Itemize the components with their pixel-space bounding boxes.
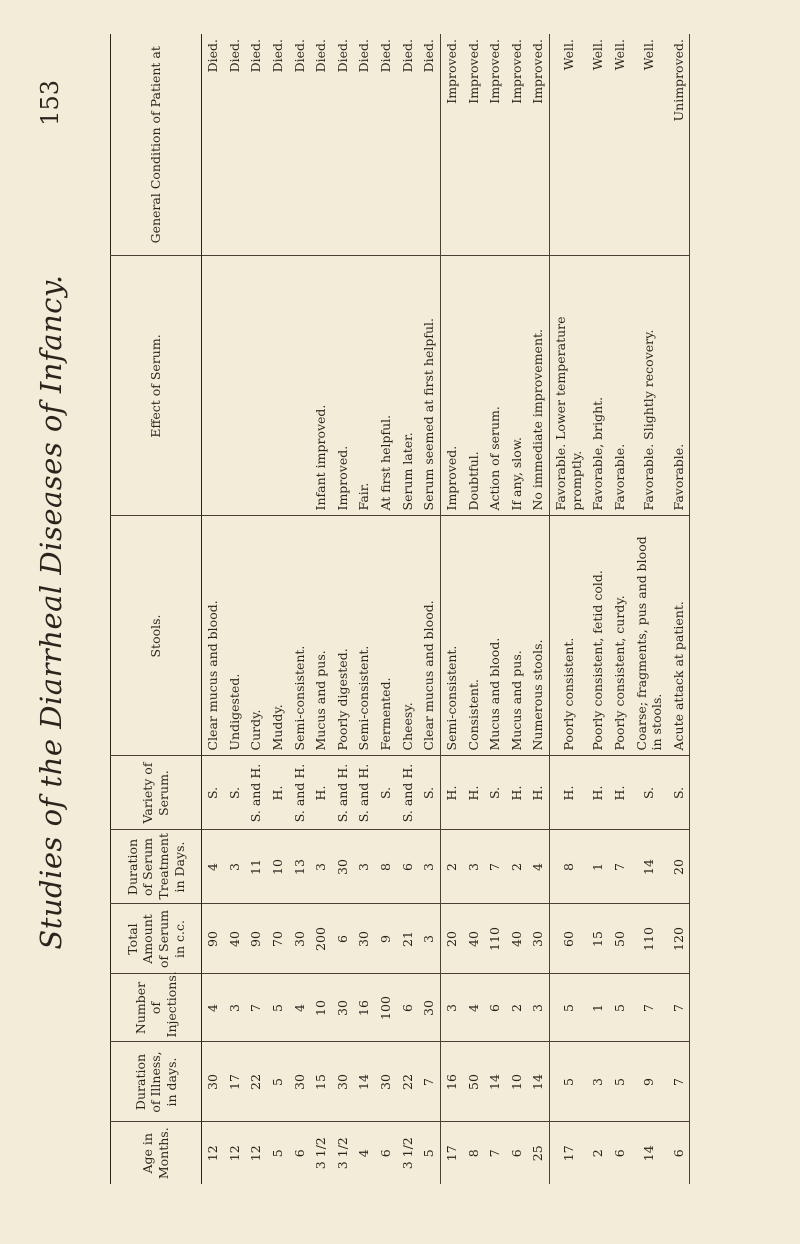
cell-serum-days: 8: [550, 830, 588, 904]
cell-condition: Died.: [245, 34, 267, 256]
cell-serum-effect: Improved.: [440, 256, 462, 516]
cell-stools: Fermented.: [375, 516, 397, 756]
header-duration: Duration of Illness, in days.: [111, 1042, 202, 1122]
cell-age: 25: [527, 1122, 549, 1184]
cell-condition: Died.: [397, 34, 419, 256]
cell-duration: 14: [484, 1042, 506, 1122]
cell-age: 5: [269, 1149, 285, 1158]
cell-condition: Improved.: [527, 34, 549, 256]
cell-serum-days: 7: [609, 830, 631, 904]
cell-condition: Well.: [587, 34, 609, 256]
cell-stools: Poorly consistent, curdy.: [609, 516, 631, 756]
cell-serum-effect: [224, 256, 246, 516]
cell-total-amount: 110: [631, 904, 668, 974]
cell-duration: 22: [245, 1042, 267, 1122]
table-row: [609, 34, 631, 1184]
cell-total-amount: 30: [353, 904, 375, 974]
cell-variety: S.: [202, 756, 224, 830]
cell-serum-days: 3: [310, 830, 332, 904]
cell-age: 6: [508, 1149, 524, 1158]
cell-stools: Mucus and pus.: [506, 516, 528, 756]
cell-injections: 6: [397, 974, 419, 1042]
cell-stools: Poorly consistent.: [550, 516, 588, 756]
table-row: [587, 34, 609, 1184]
header-stools: Stools.: [111, 516, 202, 756]
cell-stools: Semi-consistent.: [440, 516, 462, 756]
cell-serum-days: 2: [506, 830, 528, 904]
cell-total-amount: 40: [463, 904, 485, 974]
cell-age: 6: [668, 1122, 690, 1184]
table-row: [245, 34, 267, 1184]
cell-injections: 7: [631, 974, 668, 1042]
cell-variety: S.: [484, 756, 506, 830]
cell-age: 4: [356, 1149, 372, 1158]
table-row: [202, 34, 224, 1184]
cell-injections: 3: [527, 974, 549, 1042]
header-variety: Variety of Serum.: [111, 756, 202, 830]
cell-duration: 3: [587, 1042, 609, 1122]
cell-variety: H.: [550, 756, 588, 830]
cell-serum-effect: Fair.: [353, 256, 375, 516]
cell-injections: 30: [418, 974, 440, 1042]
cell-age: 17: [560, 1145, 576, 1162]
cell-duration: 7: [668, 1042, 690, 1122]
cell-age: 6: [611, 1149, 627, 1158]
cell-serum-days: 2: [440, 830, 462, 904]
cell-stools: Cheesy.: [397, 516, 419, 756]
cell-variety: S. and H.: [245, 756, 267, 830]
cell-serum-effect: Serum later.: [397, 256, 419, 516]
cell-serum-effect: [202, 256, 224, 516]
cell-condition: Unimproved.: [668, 34, 690, 256]
cell-total-amount: 90: [245, 904, 267, 974]
cell-condition: Died.: [289, 34, 311, 256]
table-row: [527, 34, 549, 1184]
cell-age: 3 1/2: [399, 1137, 415, 1170]
cell-total-amount: 3: [418, 904, 440, 974]
case-table-container: [110, 34, 750, 1184]
cell-condition: Improved.: [440, 34, 462, 256]
table-row: [310, 34, 332, 1184]
cell-variety: H.: [527, 756, 549, 830]
cell-serum-days: 10: [267, 830, 289, 904]
cell-total-amount: 30: [527, 904, 549, 974]
cell-condition: Improved.: [506, 34, 528, 256]
table-row: [484, 34, 506, 1184]
cell-serum-days: 1: [587, 830, 609, 904]
cell-stools: Numerous stools.: [527, 516, 549, 756]
header-serum-duration: Duration of Serum Treatment in Days.: [111, 830, 202, 904]
cell-age: 6: [291, 1149, 307, 1158]
cell-serum-effect: Favorable. Slightly recovery.: [631, 256, 668, 516]
cell-injections: 16: [353, 974, 375, 1042]
cell-total-amount: 20: [440, 904, 462, 974]
cell-variety: H.: [267, 756, 289, 830]
cell-variety: S.: [631, 756, 668, 830]
cell-duration: 22: [397, 1042, 419, 1122]
cell-serum-days: 8: [375, 830, 397, 904]
cell-injections: 30: [332, 974, 354, 1042]
cell-serum-effect: If any, slow.: [506, 256, 528, 516]
cell-condition: Died.: [267, 34, 289, 256]
cell-variety: S. and H.: [289, 756, 311, 830]
cell-stools: Undigested.: [224, 516, 246, 756]
cell-injections: 100: [375, 974, 397, 1042]
cell-duration: 14: [527, 1042, 549, 1122]
cell-variety: H.: [506, 756, 528, 830]
cell-serum-days: 13: [289, 830, 311, 904]
cell-duration: 7: [418, 1042, 440, 1122]
cell-duration: 9: [631, 1042, 668, 1122]
table-row: [550, 34, 588, 1184]
cell-serum-days: 3: [353, 830, 375, 904]
cell-injections: 5: [550, 974, 588, 1042]
cell-serum-effect: Favorable.: [668, 256, 690, 516]
cell-total-amount: 30: [289, 904, 311, 974]
cell-variety: S.: [375, 756, 397, 830]
cell-serum-effect: Favorable, bright.: [587, 256, 609, 516]
cell-duration: 30: [332, 1042, 354, 1122]
cell-total-amount: 60: [550, 904, 588, 974]
cell-injections: 5: [609, 974, 631, 1042]
table-row: [463, 34, 485, 1184]
cell-injections: 4: [463, 974, 485, 1042]
cell-serum-effect: At first helpful.: [375, 256, 397, 516]
cell-variety: S. and H.: [332, 756, 354, 830]
table-row: [289, 34, 311, 1184]
cell-injections: 2: [506, 974, 528, 1042]
cell-serum-effect: Improved.: [332, 256, 354, 516]
cell-variety: S. and H.: [397, 756, 419, 830]
case-table: [110, 34, 690, 1184]
cell-serum-effect: Serum seemed at first helpful.: [418, 256, 440, 516]
cell-variety: S.: [418, 756, 440, 830]
cell-stools: Semi-consistent.: [353, 516, 375, 756]
cell-serum-effect: Action of serum.: [484, 256, 506, 516]
cell-variety: S. and H.: [353, 756, 375, 830]
cell-serum-days: 14: [631, 830, 668, 904]
cell-condition: Died.: [310, 34, 332, 256]
header-injections: Number of Injections.: [111, 974, 202, 1042]
cell-total-amount: 50: [609, 904, 631, 974]
cell-age: 5: [418, 1122, 440, 1184]
cell-duration: 15: [310, 1042, 332, 1122]
table-row: [267, 34, 289, 1184]
cell-total-amount: 40: [224, 904, 246, 974]
cell-injections: 4: [202, 974, 224, 1042]
cell-serum-days: 3: [418, 830, 440, 904]
cell-condition: Died.: [375, 34, 397, 256]
cell-age: 14: [641, 1145, 657, 1162]
cell-stools: Clear mucus and blood.: [418, 516, 440, 756]
table-row: [375, 34, 397, 1184]
cell-total-amount: 120: [668, 904, 690, 974]
cell-age: 17: [443, 1145, 459, 1162]
cell-stools: Coarse; fragments, pus and blood in stools.: [631, 516, 668, 756]
running-title: Studies of the Diarrheal Diseases of Infancy.: [34, 274, 68, 950]
running-head: [26, 40, 76, 1184]
cell-serum-days: 7: [484, 830, 506, 904]
cell-stools: Curdy.: [245, 516, 267, 756]
cell-duration: 30: [375, 1042, 397, 1122]
cell-total-amount: 110: [484, 904, 506, 974]
cell-duration: 5: [550, 1042, 588, 1122]
cell-stools: Mucus and pus.: [310, 516, 332, 756]
cell-total-amount: 15: [587, 904, 609, 974]
cell-duration: 5: [609, 1042, 631, 1122]
cell-age: 3 1/2: [313, 1137, 329, 1170]
cell-duration: 10: [506, 1042, 528, 1122]
cell-injections: 7: [245, 974, 267, 1042]
table-header-row: [111, 34, 202, 1184]
table-row: [440, 34, 462, 1184]
cell-serum-days: 4: [202, 830, 224, 904]
cell-condition: Improved.: [484, 34, 506, 256]
cell-age: 3 1/2: [334, 1137, 350, 1170]
header-total-amount: Total Amount of Serum in c.c.: [111, 904, 202, 974]
cell-duration: 50: [463, 1042, 485, 1122]
cell-stools: Semi-consistent.: [289, 516, 311, 756]
cell-duration: 14: [353, 1042, 375, 1122]
cell-total-amount: 9: [375, 904, 397, 974]
cell-condition: Died.: [332, 34, 354, 256]
page-number: 153: [36, 80, 64, 126]
cell-stools: Poorly consistent, fetid cold.: [587, 516, 609, 756]
table-row: [353, 34, 375, 1184]
cell-serum-days: 3: [463, 830, 485, 904]
cell-variety: S.: [668, 756, 690, 830]
table-row: [631, 34, 668, 1184]
cell-stools: Mucus and blood.: [484, 516, 506, 756]
cell-serum-days: 20: [668, 830, 690, 904]
cell-condition: Died.: [418, 34, 440, 256]
cell-duration: 17: [224, 1042, 246, 1122]
cell-condition: Died.: [224, 34, 246, 256]
cell-serum-effect: Favorable. Lower temperature promptly.: [550, 256, 588, 516]
cell-duration: 16: [440, 1042, 462, 1122]
cell-total-amount: 70: [267, 904, 289, 974]
cell-condition: Well.: [550, 34, 588, 256]
table-row: [668, 34, 690, 1184]
cell-variety: H.: [609, 756, 631, 830]
cell-injections: 4: [289, 974, 311, 1042]
cell-age: 12: [248, 1145, 264, 1162]
cell-serum-effect: Infant improved.: [310, 256, 332, 516]
table-row: [224, 34, 246, 1184]
cell-serum-days: 3: [224, 830, 246, 904]
cell-stools: Consistent.: [463, 516, 485, 756]
cell-duration: 5: [267, 1042, 289, 1122]
cell-variety: H.: [440, 756, 462, 830]
cell-age: 7: [487, 1149, 503, 1158]
cell-stools: Acute attack at patient.: [668, 516, 690, 756]
cell-injections: 3: [224, 974, 246, 1042]
cell-serum-effect: [289, 256, 311, 516]
cell-age: 12: [226, 1145, 242, 1162]
cell-serum-days: 4: [527, 830, 549, 904]
cell-total-amount: 21: [397, 904, 419, 974]
cell-serum-effect: [245, 256, 267, 516]
cell-stools: Poorly digested.: [332, 516, 354, 756]
table-row: [397, 34, 419, 1184]
cell-age: 2: [590, 1149, 606, 1158]
cell-serum-days: 30: [332, 830, 354, 904]
cell-injections: 7: [668, 974, 690, 1042]
cell-total-amount: 90: [202, 904, 224, 974]
cell-total-amount: 40: [506, 904, 528, 974]
cell-variety: S.: [224, 756, 246, 830]
cell-serum-days: 6: [397, 830, 419, 904]
cell-total-amount: 200: [310, 904, 332, 974]
header-serum-effect: Effect of Serum.: [111, 256, 202, 516]
cell-duration: 30: [289, 1042, 311, 1122]
cell-condition: Died.: [202, 34, 224, 256]
cell-age: 8: [465, 1149, 481, 1158]
cell-variety: H.: [310, 756, 332, 830]
cell-injections: 10: [310, 974, 332, 1042]
table-row: [418, 34, 440, 1184]
cell-serum-effect: Favorable.: [609, 256, 631, 516]
cell-duration: 30: [202, 1042, 224, 1122]
cell-condition: Died.: [353, 34, 375, 256]
cell-serum-effect: No immediate improvement.: [527, 256, 549, 516]
cell-age: 6: [378, 1149, 393, 1158]
cell-stools: Clear mucus and blood.: [202, 516, 224, 756]
cell-variety: H.: [463, 756, 485, 830]
cell-stools: Muddy.: [267, 516, 289, 756]
table-body: [202, 34, 690, 1184]
cell-condition: Well.: [609, 34, 631, 256]
cell-serum-effect: [267, 256, 289, 516]
cell-age: 12: [205, 1145, 220, 1162]
table-row: [506, 34, 528, 1184]
cell-serum-days: 11: [245, 830, 267, 904]
cell-total-amount: 6: [332, 904, 354, 974]
cell-condition: Well.: [631, 34, 668, 256]
cell-injections: 6: [484, 974, 506, 1042]
cell-injections: 1: [587, 974, 609, 1042]
cell-condition: Improved.: [463, 34, 485, 256]
table-row: [332, 34, 354, 1184]
header-age: Age in Months.: [111, 1122, 202, 1184]
header-condition: General Condition of Patient at: [111, 34, 202, 256]
cell-serum-effect: Doubtful.: [463, 256, 485, 516]
cell-variety: H.: [587, 756, 609, 830]
cell-injections: 3: [440, 974, 462, 1042]
cell-injections: 5: [267, 974, 289, 1042]
